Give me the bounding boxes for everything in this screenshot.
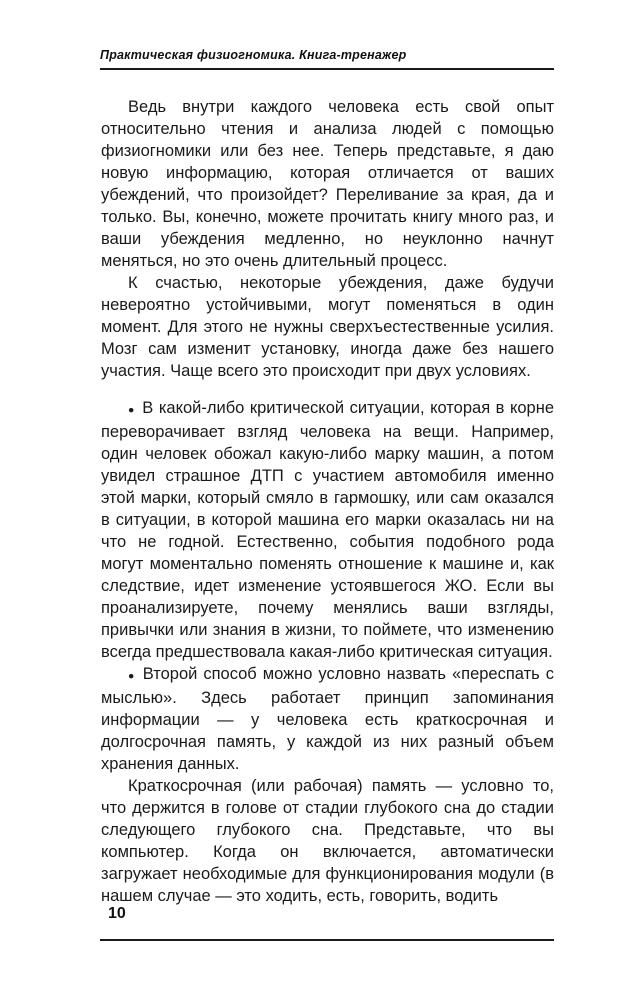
page-number: 10	[108, 905, 126, 922]
paragraph: К счастью, некоторые убеждения, даже будучи невероятно устойчивыми, могут поменяться в один момент. Для этого не нужны сверхъестественные усилия. Мозг сам изменит установку, иногда даже без нашего участия. Чаще всего это происходит при двух условиях.	[101, 274, 554, 380]
bullet-paragraph	[101, 663, 554, 775]
running-head-title: Практическая физиогномика. Книга-тренажер	[100, 48, 407, 62]
page-body	[101, 96, 554, 907]
bullet-paragraph	[101, 397, 554, 663]
paragraph: Ведь внутри каждого человека есть свой опыт относительно чтения и анализа людей с помощью физиогномики или без нее. Теперь представьте, я даю новую информацию, которая отличается от ваших убеждений, что произойдет? Переливание за края, да и только. Вы, конечно, можете прочитать книгу много раз, и ваши убеждения медленно, но неуклонно начнут меняться, но это очень длительный процесс.	[101, 98, 554, 270]
bullet-icon: ●	[128, 670, 136, 682]
running-header	[100, 48, 554, 70]
page-footer	[100, 905, 554, 941]
paragraph-text: Второй способ можно условно назвать «переспать с мыслью». Здесь работает принцип запоминания информации — у человека есть краткосрочная и долгосрочная память, у каждой из них разный объем хранения данных.	[101, 665, 555, 773]
paragraph: Краткосрочная (или рабочая) память — условно то, что держится в голове от стадии глубокого сна до стадии следующего глубокого сна. Представьте, что вы компьютер. Когда он включается, автоматически загружает необходимые для функционирования модули (в нашем случае — это ходить, есть, говорить, водить	[101, 777, 554, 905]
paragraph-text: В какой-либо критической ситуации, которая в корне переворачивает взгляд человека на вещи. Например, один человек обожал какую-либо марку машин, а потом увидел страшное ДТП с участием автомобиля именно этой марки, который смяло в гармошку, или сам оказался в ситуации, в которой машина его марки оказалась ни на что не годной. Естественно, события подобного рода могут моментально поменять отношение к машине и, как следствие, идет изменение устоявшегося ЖО. Если вы проанализируете, почему менялись ваши взгляды, привычки или знания в жизни, то поймете, что изменению всегда предшествовала какая-либо критическая ситуация.	[101, 399, 554, 661]
bullet-icon: ●	[128, 404, 136, 416]
footer-rule	[100, 939, 554, 941]
header-rule	[100, 68, 554, 70]
